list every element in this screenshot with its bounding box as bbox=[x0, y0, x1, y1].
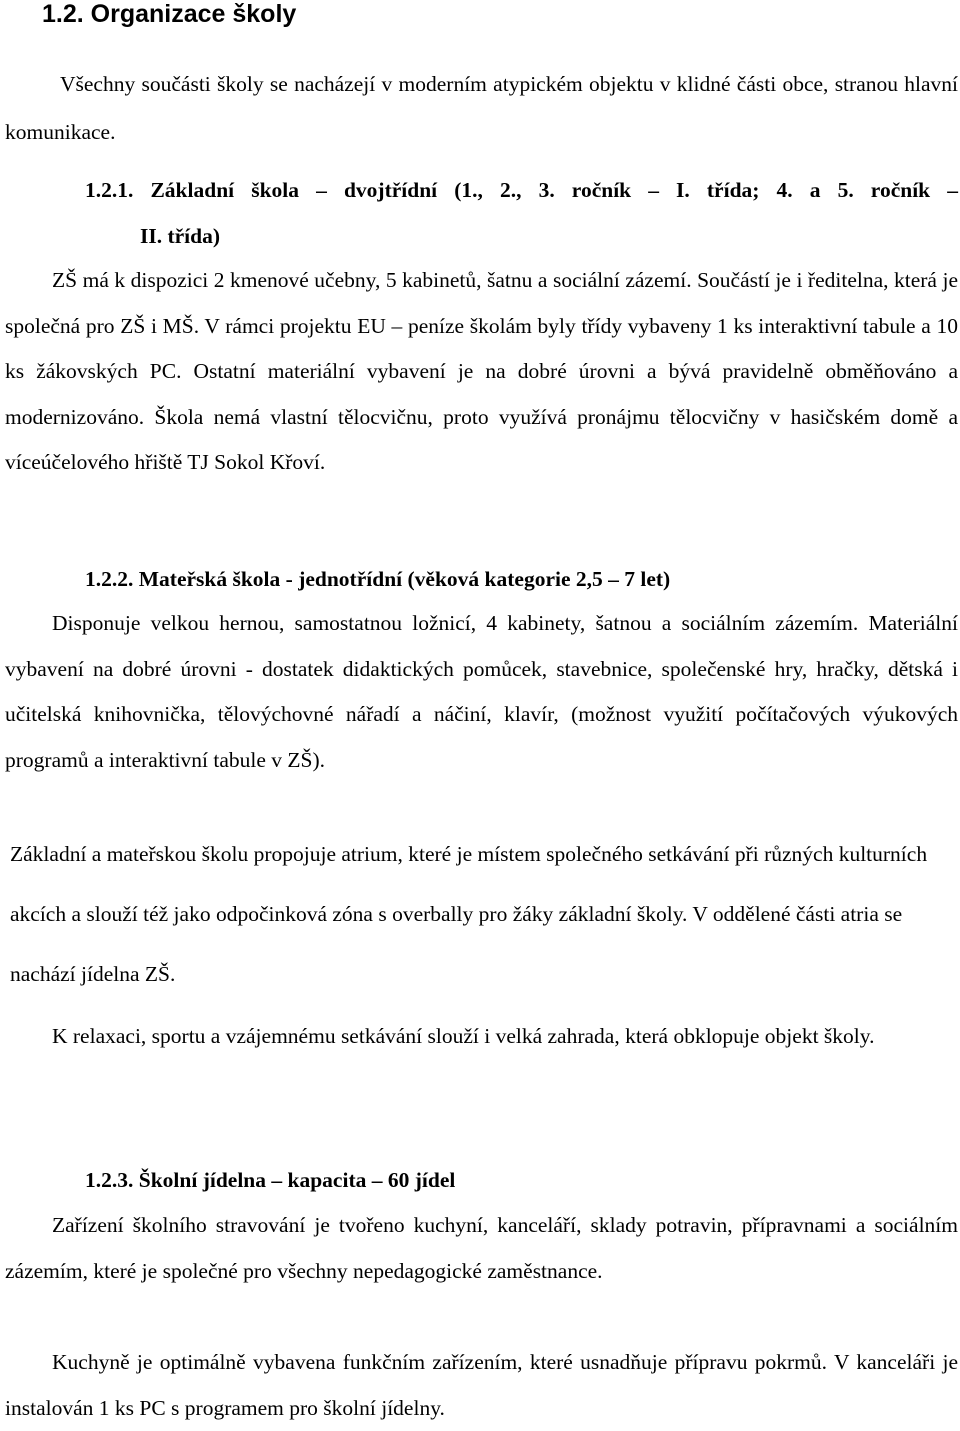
sec3-body1 bbox=[5, 1202, 958, 1294]
sec1-title-text: 1.2.1. Základní škola – dvojtřídní (1., 2., 3. ročník – I. třída; 4. a 5. ročník – bbox=[85, 178, 958, 202]
intro-paragraph bbox=[5, 60, 958, 156]
sec3-title-text: 1.2.3. Školní jídelna – kapacita – 60 jídel bbox=[85, 1168, 456, 1192]
sec1-body-text: ZŠ má k dispozici 2 kmenové učebny, 5 kabinetů, šatnu a sociální zázemí. Součástí je i ředitelna, která je společná pro ZŠ i MŠ. V rámci projektu EU – peníze školám byly třídy vybaveny 1 ks interaktivní tabule a 10 ks žákovských PC. Ostatní materiální vybavení je na dobré úrovni a bývá pravidelně obměňováno a modernizováno. Škola nemá vlastní tělocvičnu, proto využívá pronájmu tělocvičny v hasičském domě a víceúčelového hřiště TJ Sokol Křoví. bbox=[5, 268, 958, 475]
intro-text: Všechny součásti školy se nacházejí v moderním atypickém objektu v klidné části obce, stranou hlavní komunikace. bbox=[5, 72, 958, 144]
atrium-text: Základní a mateřskou školu propojuje atrium, které je místem společného setkávání při různých kulturních akcích a slouží též jako odpočinková zóna s overbally pro žáky základní školy. V oddělené části atria se nachází jídelna ZŠ. bbox=[10, 842, 928, 986]
sec2-title bbox=[85, 555, 958, 603]
sec1-title-line1 bbox=[85, 166, 958, 214]
sec1-body bbox=[5, 258, 958, 486]
sec1-title-line2 bbox=[140, 212, 540, 260]
section-heading: 1.2. Organizace školy bbox=[42, 0, 297, 28]
sec2-title-text: 1.2.2. Mateřská škola - jednotřídní (věková kategorie 2,5 – 7 let) bbox=[85, 567, 671, 591]
sec2-body-text: Disponuje velkou hernou, samostatnou ložnicí, 4 kabinety, šatnou a sociálním zázemím. Materiální vybavení na dobré úrovni - dostatek didaktických pomůcek, stavebnice, společenské hry, hračky, dětská i učitelská knihovnička, tělovýchovné nářadí a náčiní, klavír, (možnost využití počítačových výukových programů a interaktivní tabule v ZŠ). bbox=[5, 611, 958, 772]
sec2-body bbox=[5, 601, 958, 783]
garden-paragraph bbox=[5, 1006, 958, 1067]
sec1-title-text-2: II. třída) bbox=[140, 224, 221, 248]
sec3-body2 bbox=[5, 1339, 958, 1431]
sec3-body1-text: Zařízení školního stravování je tvořeno kuchyní, kanceláří, sklady potravin, přípravnami a sociálním zázemím, které je společné pro všechny nepedagogické zaměstnance. bbox=[5, 1213, 958, 1283]
sec3-title bbox=[85, 1156, 958, 1204]
garden-text: K relaxaci, sportu a vzájemnému setkávání slouží i velká zahrada, která obklopuje objekt školy. bbox=[52, 1024, 875, 1048]
sec3-body2-text: Kuchyně je optimálně vybavena funkčním zařízením, které usnadňuje přípravu pokrmů. V kanceláři je instalován 1 ks PC s programem pro školní jídelny. bbox=[5, 1350, 958, 1420]
atrium-paragraph bbox=[10, 824, 940, 1004]
